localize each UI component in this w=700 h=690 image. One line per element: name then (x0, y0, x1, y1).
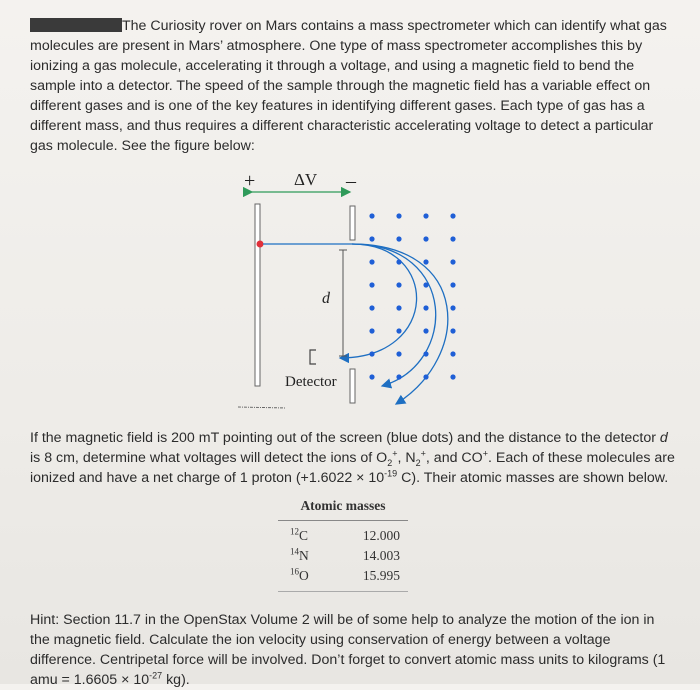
field-dot (423, 282, 428, 287)
atomic-mass-value: 15.995 (362, 568, 400, 583)
field-dot (369, 374, 374, 379)
field-dot (450, 259, 455, 264)
atomic-mass-value: 14.003 (362, 548, 400, 563)
field-dot (450, 374, 455, 379)
field-dot (423, 374, 428, 379)
scribble-mark (238, 405, 286, 410)
intro-paragraph (30, 16, 675, 156)
field-dot (369, 328, 374, 333)
isotope-number: 12 (290, 526, 299, 537)
n2-subscript: 2 (415, 457, 421, 468)
field-dot (423, 236, 428, 241)
field-dot (423, 259, 428, 264)
negative-plate-top (350, 206, 355, 240)
ion-dot (257, 241, 264, 248)
field-dot (369, 351, 374, 356)
hint-text-1: Hint: Section 11.7 in the OpenStax Volume 2 will be of some help to analyze the motion of the ion in the magnetic field. Calculate the ion velocity using conservation of energy between a voltage difference. Centripetal force will be involved. Don’t forget to convert atomic mass units to kilograms (1 amu = 1.6605 × 10 (30, 612, 666, 688)
figure-drawing (200, 166, 490, 411)
amu-exponent: -27 (149, 670, 163, 681)
isotope-number: 14 (290, 546, 299, 557)
field-dot (450, 282, 455, 287)
mass-spectrometer-figure (200, 166, 490, 411)
atomic-mass-value: 12.000 (362, 528, 400, 543)
field-dot (423, 213, 428, 218)
table-row (278, 565, 408, 585)
table-row (278, 525, 408, 545)
trajectory-outer (352, 244, 448, 404)
redacted-name (30, 18, 122, 32)
field-dot (396, 213, 401, 218)
field-dot (423, 328, 428, 333)
field-dot (423, 351, 428, 356)
hint-text-2: kg). (162, 672, 190, 688)
field-dot (396, 236, 401, 241)
field-dot (369, 282, 374, 287)
o2-subscript: 2 (387, 457, 393, 468)
detector-label: Detector (285, 374, 337, 390)
field-dot (450, 328, 455, 333)
element-symbol: O (299, 568, 309, 583)
intro-text: The Curiosity rover on Mars contains a mass spectrometer which can identify what gas molecules are present in Mars’ atmosphere. One type of mass spectrometer accomplishes this by ionizing a gas molecule, accelerating it through a voltage, and using a magnetic field to bend the sample into a detector. The speed of the sample through the magnetic field has a variable effect on different gases and is one of the key features in identifying different gases. Each type of gas has a different mass, and thus requires a different characteristic accelerating voltage to detect a particular gas molecule. See the figure below: (30, 18, 667, 154)
field-dot (396, 351, 401, 356)
charge-exponent: -19 (384, 468, 398, 479)
field-dot (396, 282, 401, 287)
question-d: d (659, 430, 668, 446)
field-dot (450, 213, 455, 218)
element-symbol: N (299, 548, 309, 563)
field-dot (369, 213, 374, 218)
atomic-mass-table (278, 494, 408, 592)
field-dot (396, 328, 401, 333)
field-dot (396, 374, 401, 379)
question-text-5: . Each of these molecules are ionized and have a net charge of 1 proton (+1.6022 × 10 (30, 450, 675, 486)
plus-label: + (244, 170, 256, 192)
positive-plate (255, 204, 260, 386)
field-dot (369, 236, 374, 241)
question-text-6: C). Their atomic masses are shown below. (397, 470, 669, 486)
question-text-2: is 8 cm, determine what voltages will detect the ions of O (30, 450, 388, 466)
n2-charge: + (420, 448, 426, 459)
table-row (278, 545, 408, 565)
field-dot (423, 305, 428, 310)
delta-v-label: ΔV (294, 170, 318, 189)
trajectory-inner (340, 244, 417, 358)
field-dot (450, 236, 455, 241)
field-dot (369, 259, 374, 264)
magnetic-field-dots (369, 213, 455, 379)
field-dot (369, 305, 374, 310)
question-text-4: , and CO (425, 450, 483, 466)
field-dot (450, 305, 455, 310)
element-symbol: C (299, 528, 309, 543)
co-charge: + (482, 448, 488, 459)
negative-plate-bottom (350, 369, 355, 403)
table-title: Atomic masses (278, 494, 408, 521)
field-dot (396, 305, 401, 310)
hint-paragraph (30, 610, 670, 690)
isotope-number: 16 (290, 566, 299, 577)
field-dot (396, 259, 401, 264)
question-text-1: If the magnetic field is 200 mT pointing out of the screen (blue dots) and the distance to the detector (30, 430, 660, 446)
question-paragraph (30, 428, 680, 488)
field-dot (450, 351, 455, 356)
o2-charge: + (392, 448, 398, 459)
minus-label: – (346, 170, 356, 192)
detector-bracket (310, 350, 316, 364)
distance-label: d (322, 290, 330, 307)
question-text-3: , N (397, 450, 416, 466)
